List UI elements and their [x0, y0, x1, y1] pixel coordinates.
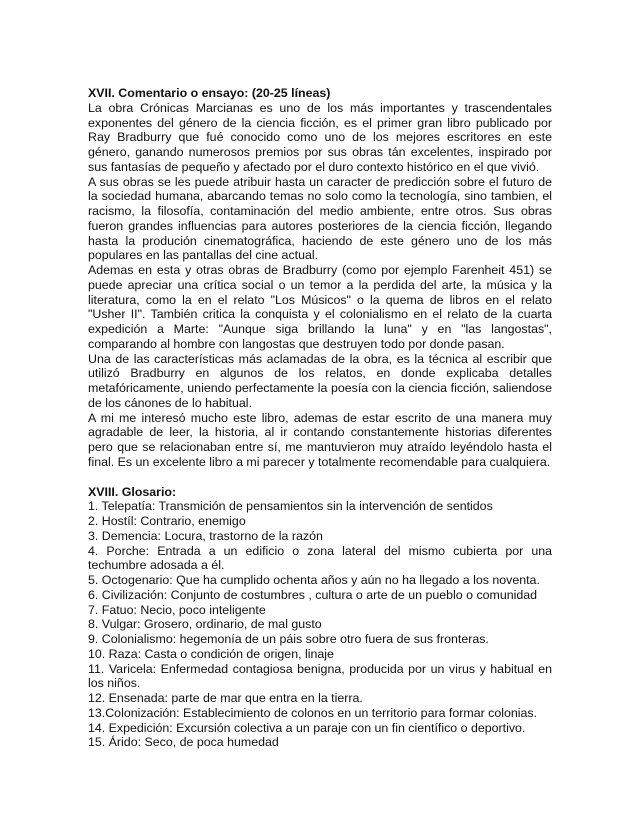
glossary-item: 2. Hostíl: Contrario, enemigo: [88, 514, 246, 528]
glossary-item: 9. Colonialismo: hegemonía de un páis sobre otro fuera de sus fronteras.: [88, 632, 489, 646]
glossary-heading: XVIII. Glosario:: [88, 484, 177, 499]
glossary-list: [88, 499, 552, 750]
glossary-item: 7. Fatuo: Necio, poco inteligente: [88, 602, 266, 617]
glossary-item: 11. Varicela: Enfermedad contagiosa benigna, producida por un virus y habitual en los niños.: [88, 661, 552, 691]
essay-paragraph-3: Ademas en esta y otras obras de Bradburry (como por ejemplo Farenheit 451) se puede apreciar una crítica social o un temor a la perdida del arte, la música y la literatura, como la en el relato "Los Músicos" o la quema de libros en el relato "Usher II". También critica la conquista y el colonialismo en el relato de la cuarta expedición a Marte: "Aunque siga brillando la luna" y en "las langostas", comparando al hombre con langostas que destruyen todo por donde pasan.: [88, 263, 552, 351]
glossary-item: 15. Árido: Seco, de poca humedad: [88, 735, 279, 750]
glossary-item: 12. Ensenada: parte de mar que entra en la tierra.: [88, 691, 363, 705]
glossary-item: 14. Expedición: Excursión colectiva a un paraje con un fin científico o deportivo.: [88, 720, 526, 735]
glossary-item: 6. Civilización: Conjunto de costumbres , cultura o arte de un pueblo o comunidad: [88, 587, 538, 602]
glossary-item: 13.Colonización: Establecimiento de colonos en un territorio para formar colonias.: [88, 705, 538, 720]
essay-heading: XVII. Comentario o ensayo: (20-25 líneas): [88, 86, 331, 100]
essay-paragraph-4: Una de las características más aclamadas de la obra, es la técnica al escribir que utilizó Bradburry en algunos de los relatos, en donde explicaba detalles metafóricamente, uniendo perfectamente la poesía con la ciencia ficción, saliendose de los cánones de lo habitual.: [88, 351, 552, 410]
section-spacer: [88, 470, 552, 485]
document-page: [88, 86, 552, 750]
glossary-section: [88, 485, 552, 751]
glossary-item: 4. Porche: Entrada a un edificio o zona lateral del mismo cubierta por una techumbre adosada a él.: [88, 543, 552, 573]
essay-paragraph-1: La obra Crónicas Marcianas es uno de los más importantes y trascendentales exponentes del género de la ciencia ficción, es el primer gran libro publicado por Ray Bradburry que fué conocido como uno de los mejores escritores en este género, ganando numerosos premios por sus obras tán excelentes, inspirado por sus fantasías de pequeño y afectado por el duro contexto histórico en el que vivió.: [88, 100, 552, 174]
glossary-item: 10. Raza: Casta o condición de origen, linaje: [88, 646, 334, 661]
essay-section: [88, 86, 552, 470]
essay-paragraph-2: A sus obras se les puede atribuir hasta un caracter de predicción sobre el futuro de la sociedad humana, abarcando temas no solo como la tecnología, sino tambien, el racismo, la filosofía, contaminación del medio ambiente, entre otros. Sus obras fueron grandes influencias para autores posteriores de la ciencia ficción, llegando hasta la produción cinematográfica, haciendo de este género uno de los más populares en las pantallas del cine actual.: [88, 174, 552, 263]
glossary-item: 1. Telepatía: Transmición de pensamientos sin la intervención de sentidos: [88, 499, 493, 514]
glossary-item: 8. Vulgar: Grosero, ordinario, de mal gusto: [88, 617, 322, 632]
glossary-item: 3. Demencia: Locura, trastorno de la razón: [88, 528, 323, 543]
essay-paragraph-5: A mi me interesó mucho este libro, ademas de estar escrito de una manera muy agradable de leer, la historia, al ir contando constantemente historias diferentes pero que se relacionaban entre sí, me mantuvieron muy atraído leyéndolo hasta el final. Es un excelente libro a mi parecer y totalmente recomendable para cualquiera.: [88, 410, 552, 469]
glossary-item: 5. Octogenario: Que ha cumplido ochenta años y aún no ha llegado a los noventa.: [88, 573, 540, 587]
